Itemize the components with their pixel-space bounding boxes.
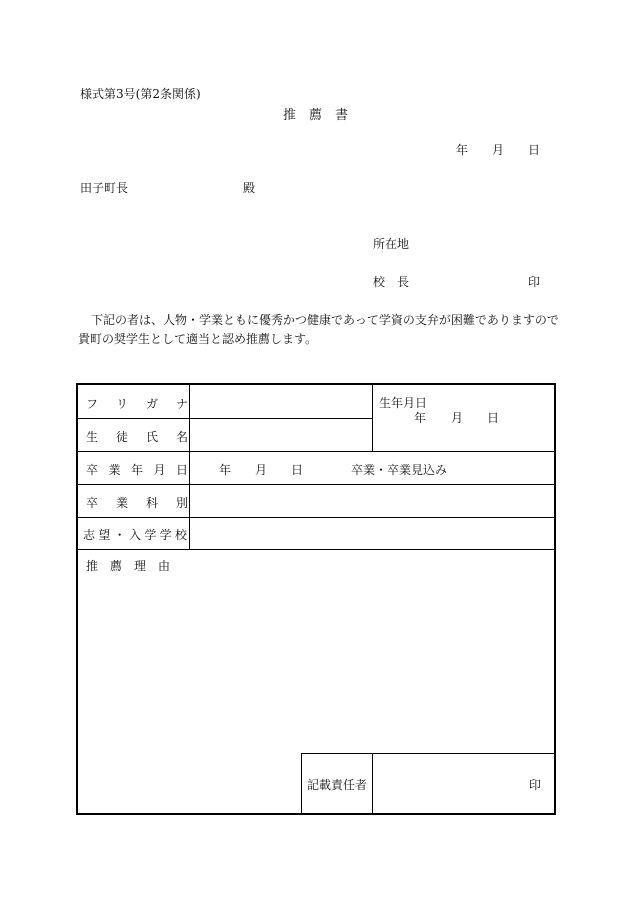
principal-seal: 印 [528, 275, 541, 289]
location-label: 所在地 [373, 237, 410, 251]
graduation-date-label: 卒 業 年 月 日 [86, 463, 188, 477]
desired-school-field[interactable] [190, 518, 553, 548]
birth-month: 月 [451, 411, 464, 425]
grad-month: 月 [255, 463, 268, 477]
furigana-label: フ リ ガ ナ [86, 397, 188, 411]
recommendation-form-table [76, 383, 556, 815]
recommendation-reason-label: 推 薦 理 由 [86, 559, 171, 573]
body-line-2: 貴町の奨学生として適当と認め推薦します。 [78, 332, 318, 346]
birth-day: 日 [487, 411, 500, 425]
principal-label: 校 長 [373, 275, 410, 289]
recorder-seal: 印 [529, 778, 542, 792]
addressee-honorific: 殿 [243, 181, 256, 195]
birth-year: 年 [414, 411, 427, 425]
recorder-label: 記載責任者 [307, 778, 368, 792]
addressee-name: 田子町長 [80, 181, 129, 195]
date-day: 日 [528, 143, 541, 157]
student-name-field[interactable] [190, 419, 371, 450]
grad-year: 年 [219, 463, 232, 477]
department-label: 卒 業 科 別 [86, 496, 188, 510]
form-number: 様式第3号(第2条関係) [80, 87, 201, 101]
desired-school-label: 志 望 ・ 入 学 学 校 [83, 528, 187, 542]
page-title: 推 薦 書 [283, 108, 349, 123]
student-name-label: 生 徒 氏 名 [86, 430, 188, 444]
date-year: 年 [456, 143, 469, 157]
department-field[interactable] [190, 485, 553, 516]
date-month: 月 [492, 143, 505, 157]
grad-day: 日 [291, 463, 304, 477]
recommendation-reason-field[interactable] [82, 575, 550, 745]
grad-status: 卒業・卒業見込み [351, 463, 448, 477]
furigana-field[interactable] [190, 386, 371, 417]
birth-date-label: 生年月日 [379, 396, 428, 410]
body-line-1: 下記の者は、人物・学業ともに優秀かつ健康であって学資の支弁が困難でありますので [91, 313, 559, 327]
